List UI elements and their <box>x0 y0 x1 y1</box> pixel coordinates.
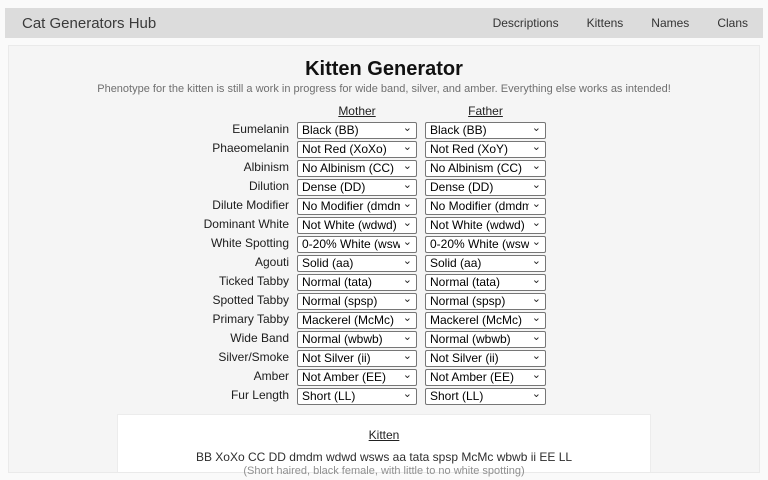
chevron-down-icon: ⌄ <box>402 255 412 267</box>
father-silver-smoke-select-wrap <box>425 349 546 366</box>
chevron-down-icon: ⌄ <box>531 141 541 153</box>
mother-column-header: Mother <box>338 104 376 118</box>
kitten-phenotype: (Short haired, black female, with little to no white spotting) <box>243 465 525 477</box>
trait-label-dilution: Dilution <box>248 179 289 193</box>
mother-amber-select-wrap <box>297 368 417 385</box>
mother-select-amber[interactable] <box>297 369 417 386</box>
mother-albinism-select-wrap <box>297 159 417 176</box>
trait-label-agouti: Agouti <box>254 255 289 269</box>
father-select-wide-band[interactable] <box>425 331 546 348</box>
nav-link-descriptions[interactable]: Descriptions <box>492 16 559 30</box>
father-select-dilute-modifier[interactable] <box>425 198 546 215</box>
chevron-down-icon: ⌄ <box>402 331 412 343</box>
main-nav <box>493 16 763 30</box>
trait-label-albinism: Albinism <box>243 160 289 174</box>
trait-label-wide-band: Wide Band <box>230 331 289 345</box>
mother-select-eumelanin[interactable] <box>297 122 417 139</box>
trait-label-phaeomelanin: Phaeomelanin <box>212 141 289 155</box>
father-dominant-white-select-wrap <box>425 216 546 233</box>
mother-ticked-tabby-select-wrap <box>297 273 417 290</box>
mother-select-agouti[interactable] <box>297 255 417 272</box>
chevron-down-icon: ⌄ <box>402 179 412 191</box>
chevron-down-icon: ⌄ <box>531 198 541 210</box>
mother-select-wide-band[interactable] <box>297 331 417 348</box>
site-title[interactable]: Cat Generators Hub <box>22 14 157 32</box>
nav-link-names[interactable]: Names <box>651 16 690 30</box>
chevron-down-icon: ⌄ <box>531 217 541 229</box>
mother-spotted-tabby-select-wrap <box>297 292 417 309</box>
trait-label-dilute-modifier: Dilute Modifier <box>212 198 289 212</box>
chevron-down-icon: ⌄ <box>531 312 541 324</box>
chevron-down-icon: ⌄ <box>531 236 541 248</box>
father-white-spotting-select-wrap <box>425 235 546 252</box>
mother-dominant-white-select-wrap <box>297 216 417 233</box>
father-fur-length-select-wrap <box>425 387 546 404</box>
kitten-genotype: BB XoXo CC DD dmdm wdwd wsws aa tata spsp McMc wbwb ii EE LL <box>195 450 573 464</box>
chevron-down-icon: ⌄ <box>402 293 412 305</box>
father-eumelanin-select-wrap <box>425 121 546 138</box>
chevron-down-icon: ⌄ <box>531 350 541 362</box>
trait-label-amber: Amber <box>253 369 289 383</box>
mother-fur-length-select-wrap <box>297 387 417 404</box>
father-select-phaeomelanin[interactable] <box>425 141 546 158</box>
father-spotted-tabby-select-wrap <box>425 292 546 309</box>
trait-label-spotted-tabby: Spotted Tabby <box>212 293 289 307</box>
chevron-down-icon: ⌄ <box>402 160 412 172</box>
mother-select-spotted-tabby[interactable] <box>297 293 417 310</box>
chevron-down-icon: ⌄ <box>531 122 541 134</box>
nav-link-clans[interactable]: Clans <box>717 16 748 30</box>
chevron-down-icon: ⌄ <box>402 369 412 381</box>
mother-dilution-select-wrap <box>297 178 417 195</box>
mother-select-ticked-tabby[interactable] <box>297 274 417 291</box>
father-dilute-modifier-select-wrap <box>425 197 546 214</box>
father-phaeomelanin-select-wrap <box>425 140 546 157</box>
chevron-down-icon: ⌄ <box>402 198 412 210</box>
mother-agouti-select-wrap <box>297 254 417 271</box>
father-select-amber[interactable] <box>425 369 546 386</box>
trait-label-white-spotting: White Spotting <box>210 236 289 250</box>
mother-select-phaeomelanin[interactable] <box>297 141 417 158</box>
father-select-silver-smoke[interactable] <box>425 350 546 367</box>
mother-select-white-spotting[interactable] <box>297 236 417 253</box>
chevron-down-icon: ⌄ <box>531 331 541 343</box>
trait-label-eumelanin: Eumelanin <box>232 122 289 136</box>
mother-dilute-modifier-select-wrap <box>297 197 417 214</box>
father-primary-tabby-select-wrap <box>425 311 546 328</box>
page-subtitle: Phenotype for the kitten is still a work in progress for wide band, silver, and amber. Everything else works as intended! <box>97 83 671 95</box>
father-dilution-select-wrap <box>425 178 546 195</box>
father-select-dilution[interactable] <box>425 179 546 196</box>
mother-select-fur-length[interactable] <box>297 388 417 405</box>
kitten-result-box <box>117 414 651 477</box>
mother-select-silver-smoke[interactable] <box>297 350 417 367</box>
top-bar <box>5 8 763 38</box>
trait-label-dominant-white: Dominant White <box>203 217 289 231</box>
father-select-fur-length[interactable] <box>425 388 546 405</box>
chevron-down-icon: ⌄ <box>402 388 412 400</box>
mother-primary-tabby-select-wrap <box>297 311 417 328</box>
father-albinism-select-wrap <box>425 159 546 176</box>
mother-select-albinism[interactable] <box>297 160 417 177</box>
father-select-albinism[interactable] <box>425 160 546 177</box>
father-select-dominant-white[interactable] <box>425 217 546 234</box>
father-select-primary-tabby[interactable] <box>425 312 546 329</box>
father-select-white-spotting[interactable] <box>425 236 546 253</box>
chevron-down-icon: ⌄ <box>531 388 541 400</box>
mother-eumelanin-select-wrap <box>297 121 417 138</box>
trait-label-silver-smoke: Silver/Smoke <box>218 350 289 364</box>
father-agouti-select-wrap <box>425 254 546 271</box>
mother-select-primary-tabby[interactable] <box>297 312 417 329</box>
chevron-down-icon: ⌄ <box>402 122 412 134</box>
mother-white-spotting-select-wrap <box>297 235 417 252</box>
chevron-down-icon: ⌄ <box>531 293 541 305</box>
father-select-spotted-tabby[interactable] <box>425 293 546 310</box>
nav-link-kittens[interactable]: Kittens <box>586 16 624 30</box>
mother-select-dilution[interactable] <box>297 179 417 196</box>
chevron-down-icon: ⌄ <box>402 141 412 153</box>
mother-wide-band-select-wrap <box>297 330 417 347</box>
trait-label-primary-tabby: Primary Tabby <box>212 312 289 326</box>
kitten-heading: Kitten <box>368 428 400 442</box>
chevron-down-icon: ⌄ <box>402 217 412 229</box>
chevron-down-icon: ⌄ <box>531 160 541 172</box>
chevron-down-icon: ⌄ <box>531 369 541 381</box>
father-column-header: Father <box>468 104 503 118</box>
mother-phaeomelanin-select-wrap <box>297 140 417 157</box>
mother-select-dilute-modifier[interactable] <box>297 198 417 215</box>
trait-label-fur-length: Fur Length <box>230 388 289 402</box>
chevron-down-icon: ⌄ <box>402 274 412 286</box>
chevron-down-icon: ⌄ <box>531 255 541 267</box>
parents-form <box>149 104 546 404</box>
content-card <box>8 45 760 477</box>
father-select-ticked-tabby[interactable] <box>425 274 546 291</box>
page-title: Kitten Generator <box>305 58 463 80</box>
chevron-down-icon: ⌄ <box>531 274 541 286</box>
father-ticked-tabby-select-wrap <box>425 273 546 290</box>
father-select-eumelanin[interactable] <box>425 122 546 139</box>
chevron-down-icon: ⌄ <box>402 350 412 362</box>
trait-label-ticked-tabby: Ticked Tabby <box>218 274 289 288</box>
father-amber-select-wrap <box>425 368 546 385</box>
father-wide-band-select-wrap <box>425 330 546 347</box>
father-select-agouti[interactable] <box>425 255 546 272</box>
chevron-down-icon: ⌄ <box>402 236 412 248</box>
chevron-down-icon: ⌄ <box>531 179 541 191</box>
mother-silver-smoke-select-wrap <box>297 349 417 366</box>
mother-select-dominant-white[interactable] <box>297 217 417 234</box>
chevron-down-icon: ⌄ <box>402 312 412 324</box>
form-grid-spacer <box>149 104 289 119</box>
